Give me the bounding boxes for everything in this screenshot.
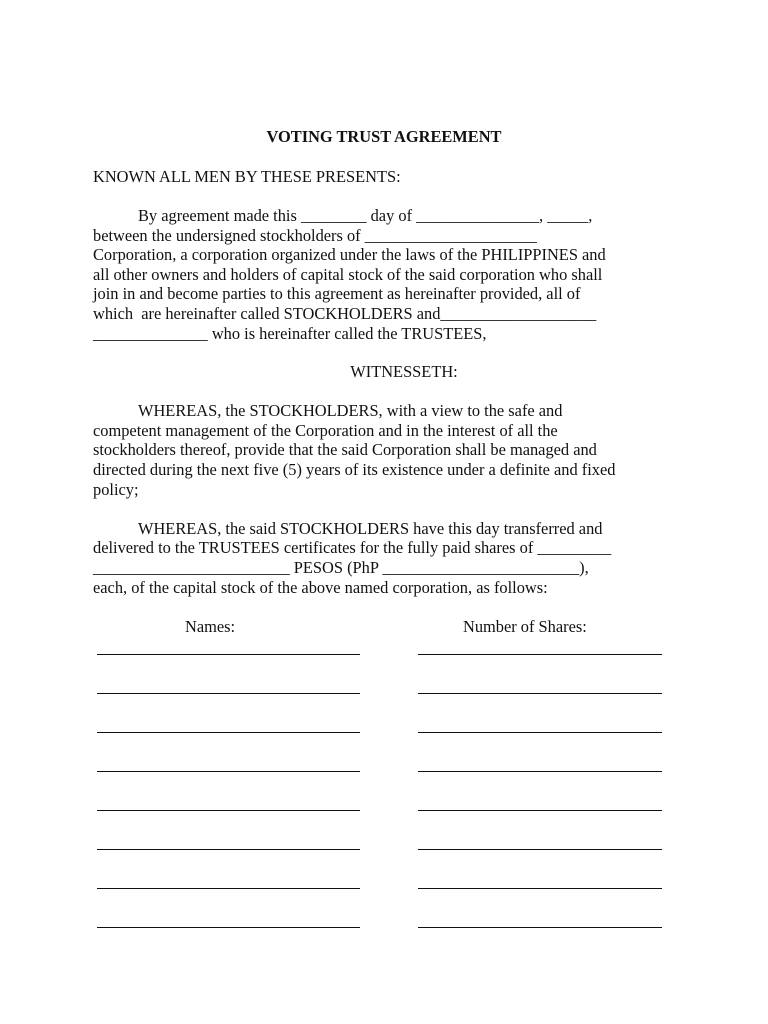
shares-blank-line	[418, 927, 662, 928]
shares-blank-line	[418, 693, 662, 694]
name-blank-line	[97, 810, 360, 811]
whereas2-line: each, of the capital stock of the above named corporation, as follows:	[93, 578, 548, 597]
whereas2-line: ________________________ PESOS (PhP ________________________),	[93, 558, 589, 577]
whereas1-line: stockholders thereof, provide that the said Corporation shall be managed and	[93, 440, 597, 459]
shares-blank-line	[418, 654, 662, 655]
intro-line: which are hereinafter called STOCKHOLDERS and___________________	[93, 304, 597, 323]
names-column-header: Names:	[185, 617, 236, 636]
witnesseth-heading: WITNESSETH:	[350, 362, 458, 381]
whereas2-line: WHEREAS, the said STOCKHOLDERS have this day transferred and	[138, 519, 603, 538]
name-blank-line	[97, 927, 360, 928]
whereas1-line: policy;	[93, 480, 139, 499]
shares-blank-line	[418, 849, 662, 850]
shares-column-header: Number of Shares:	[463, 617, 587, 636]
whereas2-line: delivered to the TRUSTEES certificates for the fully paid shares of _________	[93, 538, 612, 557]
intro-line: By agreement made this ________ day of _______________, _____,	[138, 206, 593, 225]
name-blank-line	[97, 771, 360, 772]
whereas1-line: WHEREAS, the STOCKHOLDERS, with a view to the safe and	[138, 401, 563, 420]
intro-line: Corporation, a corporation organized under the laws of the PHILIPPINES and	[93, 245, 606, 264]
shares-blank-line	[418, 771, 662, 772]
salutation: KNOWN ALL MEN BY THESE PRESENTS:	[93, 167, 401, 186]
whereas1-line: directed during the next five (5) years of its existence under a definite and fixed	[93, 460, 616, 479]
whereas1-line: competent management of the Corporation and in the interest of all the	[93, 421, 558, 440]
shares-blank-line	[418, 810, 662, 811]
name-blank-line	[97, 693, 360, 694]
intro-line: join in and become parties to this agreement as hereinafter provided, all of	[93, 284, 581, 303]
shares-blank-line	[418, 732, 662, 733]
name-blank-line	[97, 888, 360, 889]
shares-blank-line	[418, 888, 662, 889]
name-blank-line	[97, 732, 360, 733]
intro-line: between the undersigned stockholders of _____________________	[93, 226, 537, 245]
name-blank-line	[97, 654, 360, 655]
document-title: VOTING TRUST AGREEMENT	[266, 127, 502, 146]
intro-line: ______________ who is hereinafter called the TRUSTEES,	[93, 324, 487, 343]
name-blank-line	[97, 849, 360, 850]
intro-line: all other owners and holders of capital stock of the said corporation who shall	[93, 265, 603, 284]
